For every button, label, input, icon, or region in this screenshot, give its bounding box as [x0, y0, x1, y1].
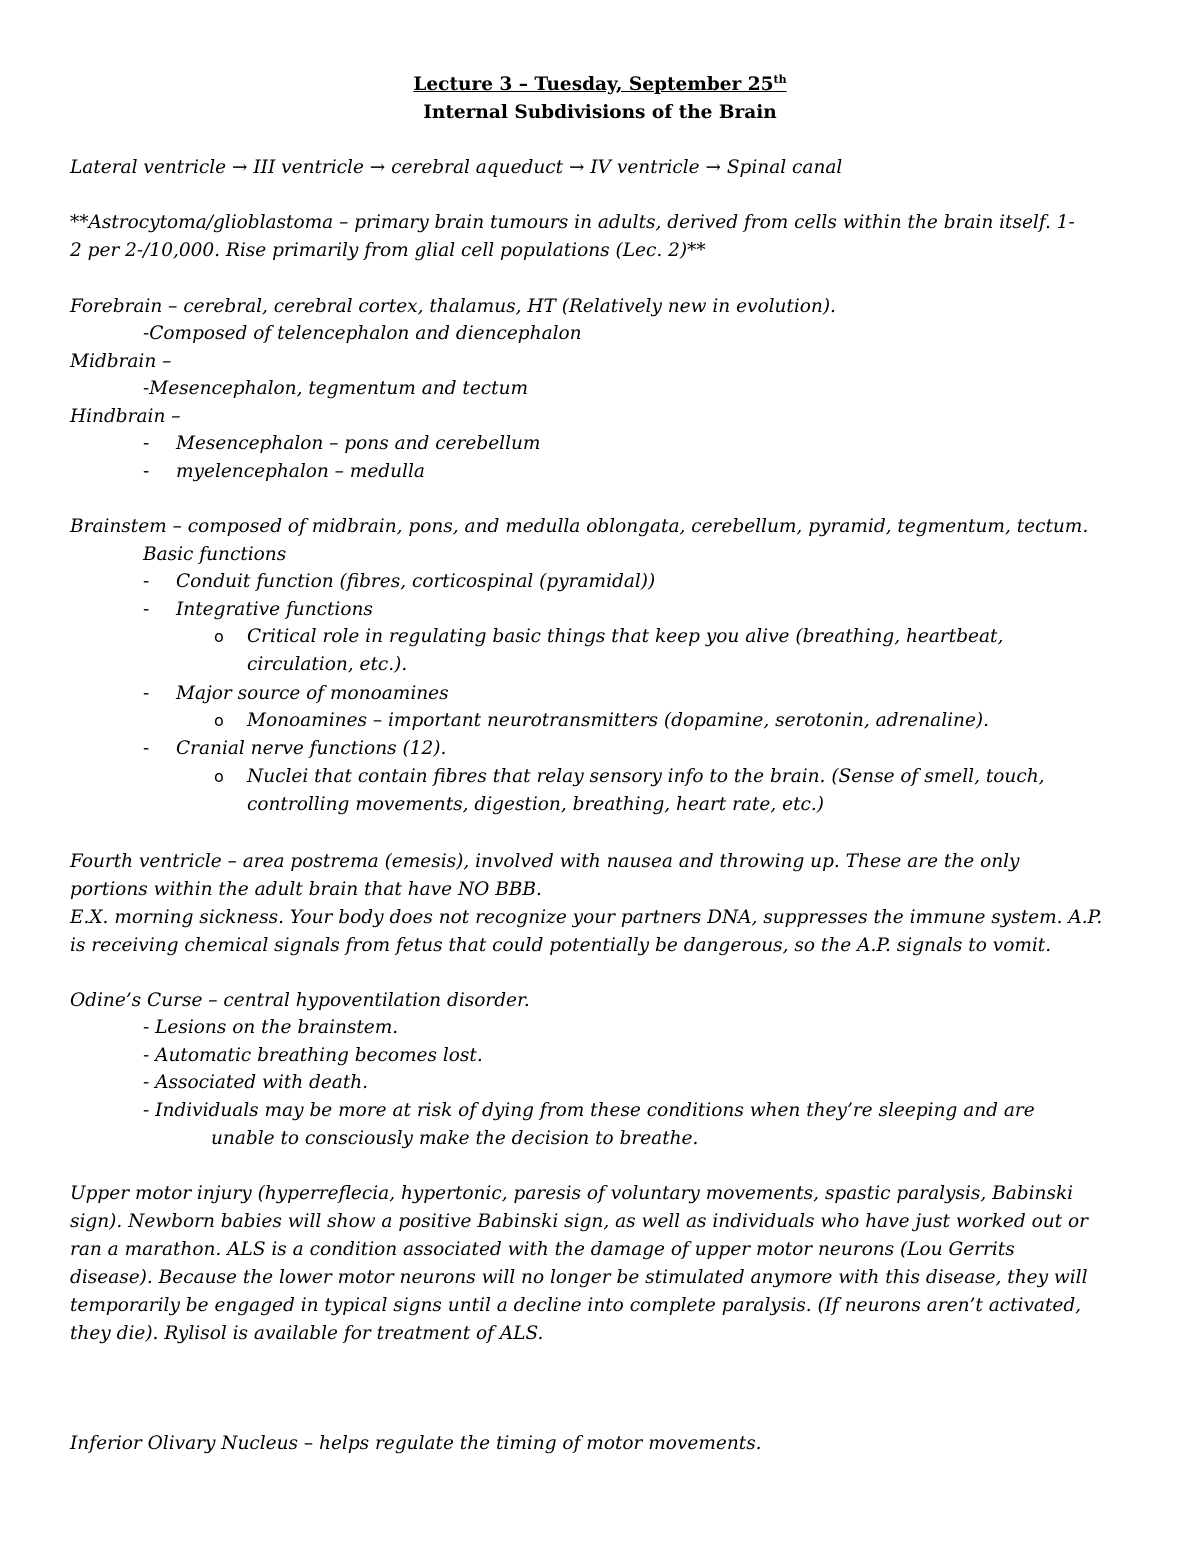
- circle-bullet: o: [214, 767, 224, 786]
- upper-motor-line-5: temporarily be engaged in typical signs until a decline into complete paralysis. (If neurons aren’t activated,: [70, 1295, 1082, 1316]
- ventricle-flow-line: Lateral ventricle → III ventricle → cerebral aqueduct → IV ventricle → Spinal canal: [70, 157, 843, 178]
- cranial-nerve-subitem-cont: controlling movements, digestion, breathing, heart rate, etc.): [247, 794, 824, 815]
- odines-item-3: - Associated with death.: [143, 1072, 369, 1093]
- upper-motor-line-6: they die). Rylisol is available for treatment of ALS.: [70, 1323, 544, 1344]
- page-subtitle: Internal Subdivisions of the Brain: [423, 102, 777, 123]
- circle-bullet: o: [214, 627, 224, 646]
- fourth-ventricle-line-1: Fourth ventricle – area postrema (emesis), involved with nausea and throwing up. These are the only: [70, 851, 1020, 872]
- integrative-subitem-1: Critical role in regulating basic things that keep you alive (breathing, heartbeat,: [247, 626, 1004, 647]
- dash-bullet: -: [143, 433, 150, 454]
- upper-motor-line-4: disease). Because the lower motor neurons will no longer be stimulated anymore with this disease, they will: [70, 1267, 1088, 1288]
- forebrain-detail: -Composed of telencephalon and diencephalon: [143, 323, 582, 344]
- integrative-functions-item: Integrative functions: [176, 599, 373, 620]
- dash-bullet: -: [143, 738, 150, 759]
- monoamines-item: Major source of monoamines: [176, 683, 449, 704]
- hindbrain-item-1: Mesencephalon – pons and cerebellum: [176, 433, 541, 454]
- integrative-subitem-1-cont: circulation, etc.).: [247, 654, 408, 675]
- midbrain-line: Midbrain –: [70, 351, 172, 372]
- cranial-nerve-item: Cranial nerve functions (12).: [176, 738, 447, 759]
- brainstem-line: Brainstem – composed of midbrain, pons, and medulla oblongata, cerebellum, pyramid, tegmentum, tectum.: [70, 516, 1089, 537]
- hindbrain-item-2: myelencephalon – medulla: [176, 461, 425, 482]
- dash-bullet: -: [143, 599, 150, 620]
- dash-bullet: -: [143, 683, 150, 704]
- upper-motor-line-3: ran a marathon. ALS is a condition associated with the damage of upper motor neurons (Lou Gerrits: [70, 1239, 1015, 1260]
- circle-bullet: o: [214, 711, 224, 730]
- title-superscript: th: [773, 72, 787, 86]
- dash-bullet: -: [143, 461, 150, 482]
- upper-motor-line-2: sign). Newborn babies will show a positive Babinski sign, as well as individuals who have just worked out or: [70, 1211, 1088, 1232]
- inferior-olivary-line: Inferior Olivary Nucleus – helps regulate the timing of motor movements.: [70, 1433, 762, 1454]
- basic-functions-heading: Basic functions: [143, 544, 287, 565]
- odines-item-1: - Lesions on the brainstem.: [143, 1017, 399, 1038]
- odines-item-4-cont: unable to consciously make the decision to breathe.: [211, 1128, 699, 1149]
- hindbrain-line: Hindbrain –: [70, 406, 181, 427]
- cranial-nerve-subitem: Nuclei that contain fibres that relay sensory info to the brain. (Sense of smell, touch,: [247, 766, 1045, 787]
- astrocytoma-line-1: **Astrocytoma/glioblastoma – primary brain tumours in adults, derived from cells within the brain itself. 1-: [70, 212, 1075, 233]
- morning-sickness-line-1: E.X. morning sickness. Your body does not recognize your partners DNA, suppresses the immune system. A.P.: [70, 907, 1103, 928]
- title-text: Lecture 3 – Tuesday, September 25: [413, 74, 774, 95]
- page-title: [0, 72, 1200, 98]
- upper-motor-line-1: Upper motor injury (hyperreflecia, hypertonic, paresis of voluntary movements, spastic paralysis, Babinski: [70, 1183, 1074, 1204]
- odines-item-2: - Automatic breathing becomes lost.: [143, 1045, 483, 1066]
- conduit-function-item: Conduit function (fibres, corticospinal (pyramidal)): [176, 571, 656, 592]
- astrocytoma-line-2: 2 per 2-/10,000. Rise primarily from glial cell populations (Lec. 2)**: [70, 240, 706, 261]
- dash-bullet: -: [143, 571, 150, 592]
- fourth-ventricle-line-2: portions within the adult brain that have NO BBB.: [70, 879, 542, 900]
- odines-curse-line: Odine’s Curse – central hypoventilation disorder.: [70, 990, 530, 1011]
- odines-item-4: - Individuals may be more at risk of dying from these conditions when they’re sleeping and are: [143, 1100, 1035, 1121]
- morning-sickness-line-2: is receiving chemical signals from fetus that could potentially be dangerous, so the A.P. signals to vomit.: [70, 935, 1052, 956]
- midbrain-detail: -Mesencephalon, tegmentum and tectum: [143, 378, 529, 399]
- forebrain-line: Forebrain – cerebral, cerebral cortex, thalamus, HT (Relatively new in evolution).: [70, 296, 836, 317]
- monoamines-subitem: Monoamines – important neurotransmitters (dopamine, serotonin, adrenaline).: [247, 710, 989, 731]
